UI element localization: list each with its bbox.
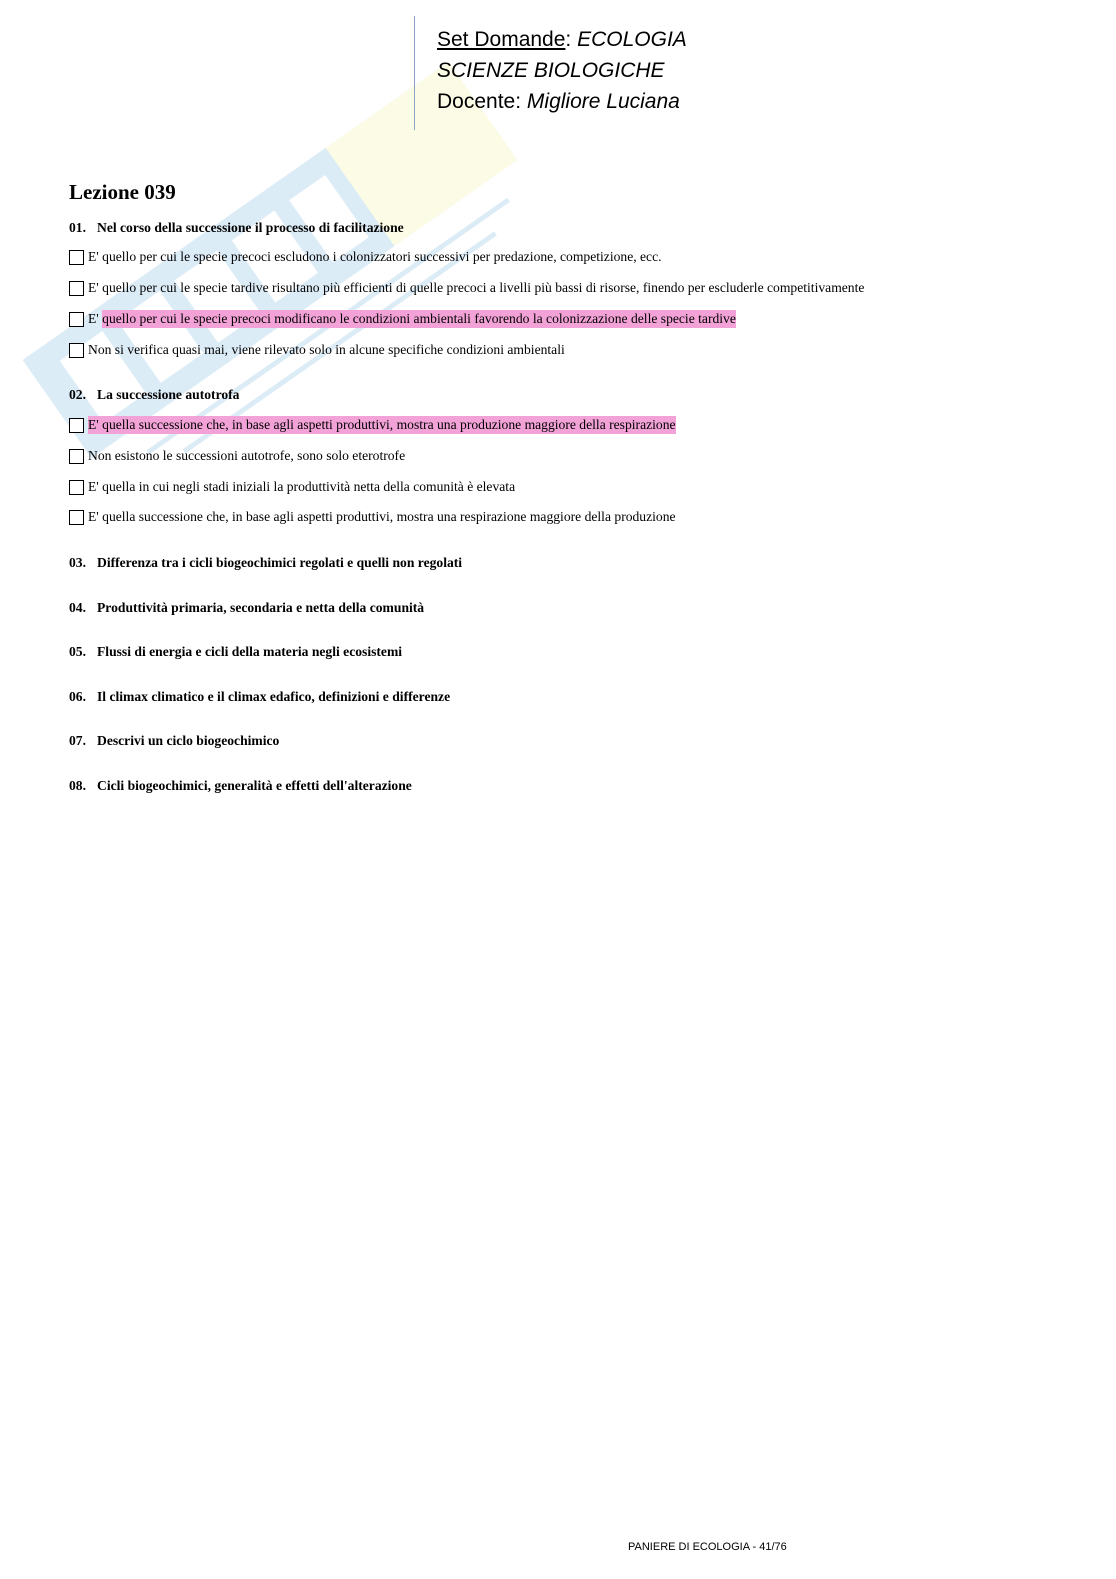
question-number: 02. <box>69 387 86 402</box>
answer-option[interactable] <box>69 507 676 527</box>
answer-option-correct[interactable] <box>69 309 736 329</box>
question-number: 03. <box>69 555 86 570</box>
answer-option[interactable] <box>69 446 405 466</box>
docente-name: Migliore Luciana <box>526 90 680 113</box>
subject-name: ECOLOGIA <box>577 28 687 51</box>
question-06 <box>69 689 450 705</box>
option-text: Non si verifica quasi mai, viene rilevato solo in alcune specifiche condizioni ambientali <box>88 342 565 357</box>
question-number: 04. <box>69 600 86 615</box>
question-number: 06. <box>69 689 86 704</box>
header-divider <box>414 16 415 130</box>
answer-option[interactable] <box>69 477 515 497</box>
question-07 <box>69 733 279 749</box>
header-docente-line <box>437 86 687 117</box>
answer-option[interactable] <box>69 247 662 267</box>
page-footer: PANIERE DI ECOLOGIA - 41/76 <box>628 1541 787 1553</box>
answer-option[interactable] <box>69 340 565 360</box>
docente-label: Docente: <box>437 90 522 113</box>
question-number: 08. <box>69 778 86 793</box>
option-text: Non esistono le successioni autotrofe, sono solo eterotrofe <box>88 448 406 463</box>
checkbox[interactable] <box>69 312 84 327</box>
option-text: E' quella in cui negli stadi iniziali la produttività netta della comunità è elevata <box>88 479 516 494</box>
question-text: Descrivi un ciclo biogeochimico <box>97 733 280 748</box>
answer-option[interactable] <box>69 278 864 298</box>
checkbox[interactable] <box>69 480 84 495</box>
question-02 <box>69 387 239 403</box>
set-label: Set Domande <box>437 28 566 51</box>
question-01 <box>69 220 404 236</box>
option-text: E' quello per cui le specie tardive risultano più efficienti di quelle precoci a livelli più bassi di risorse, finendo per escluderle competitivamente <box>88 280 865 295</box>
question-text: Flussi di energia e cicli della materia negli ecosistemi <box>97 644 403 659</box>
option-text-highlighted: quello per cui le specie precoci modificano le condizioni ambientali favorendo la colonizzazione delle specie tardive <box>102 311 736 326</box>
checkbox[interactable] <box>69 510 84 525</box>
header-subject-line: Set Domande: ECOLOGIA <box>437 28 687 51</box>
question-text: Nel corso della successione il processo di facilitazione <box>97 220 404 235</box>
option-text-highlighted: E' quella successione che, in base agli aspetti produttivi, mostra una produzione maggiore della respirazione <box>88 417 676 432</box>
question-number: 05. <box>69 644 86 659</box>
checkbox[interactable] <box>69 281 84 296</box>
answer-option-correct[interactable] <box>69 415 676 435</box>
question-number: 07. <box>69 733 86 748</box>
question-03 <box>69 555 462 571</box>
question-text: La successione autotrofa <box>97 387 240 402</box>
document-header <box>437 24 687 117</box>
question-number: 01. <box>69 220 86 235</box>
question-text: Differenza tra i cicli biogeochimici regolati e quelli non regolati <box>97 555 463 570</box>
question-08 <box>69 778 412 794</box>
lesson-title: Lezione 039 <box>69 180 176 204</box>
option-text: E' quella successione che, in base agli aspetti produttivi, mostra una respirazione maggiore della produzione <box>88 509 676 524</box>
checkbox[interactable] <box>69 418 84 433</box>
question-04 <box>69 600 424 616</box>
question-05 <box>69 644 402 660</box>
checkbox[interactable] <box>69 250 84 265</box>
option-prefix: E' <box>88 311 103 326</box>
question-text: Cicli biogeochimici, generalità e effetti dell'alterazione <box>97 778 412 793</box>
course-name: SCIENZE BIOLOGICHE <box>437 59 665 82</box>
question-text: Produttività primaria, secondaria e netta della comunità <box>97 600 425 615</box>
option-text: E' quello per cui le specie precoci escludono i colonizzatori successivi per predazione, competizione, ecc. <box>88 249 662 264</box>
checkbox[interactable] <box>69 449 84 464</box>
question-text: Il climax climatico e il climax edafico, definizioni e differenze <box>97 689 451 704</box>
checkbox[interactable] <box>69 343 84 358</box>
